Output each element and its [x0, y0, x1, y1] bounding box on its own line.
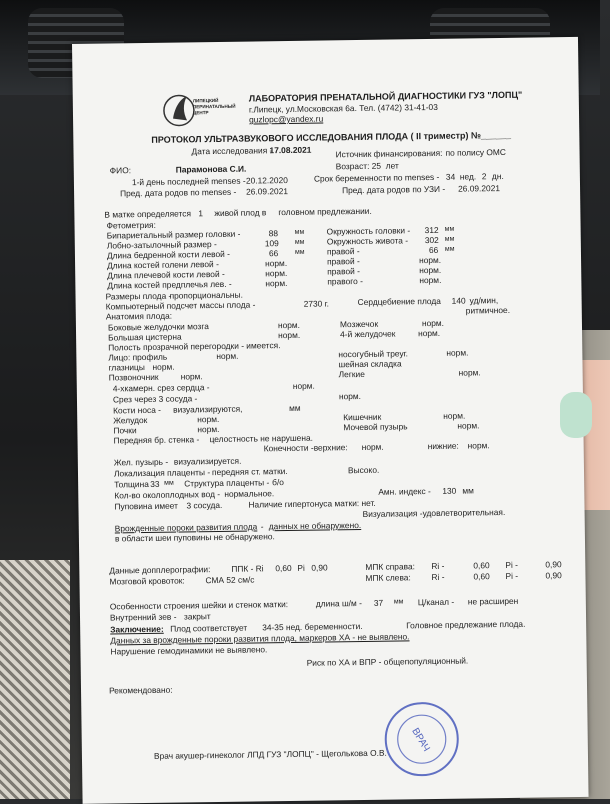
cord-value: 3 сосуда. [186, 499, 223, 511]
uterus-text-1: В матке определяется [104, 208, 192, 220]
exam-date: 17.08.2021 [269, 144, 312, 156]
fetometry-row-left-unit: мм [294, 248, 305, 256]
logo-text-line-3: ЦЕНТР [192, 110, 209, 116]
doctor-stamp-icon [381, 699, 462, 780]
cerebellum-value: норм. [421, 317, 445, 329]
org-email: guzlopc@yandex.ru [249, 113, 324, 125]
placenta-thickness-unit: мм [164, 479, 174, 487]
orbits-value: норм. [152, 361, 175, 372]
visualization-label: Визуализация - [362, 508, 423, 519]
cord-label: Пуповина имеет [114, 500, 178, 512]
fetometry-title: Фетометрия: [106, 219, 156, 231]
fetometry-row-left-value: 66 [268, 248, 279, 259]
bladder-label: Мочевой пузырь [343, 421, 408, 433]
fetometry-row-left-label: Лобно-затылочный размер - [106, 238, 217, 251]
uterus-text-2: живой плод в [214, 207, 267, 219]
fourth-ventricle-label: 4-й желудочек [340, 328, 396, 340]
limbs-label: Конечности - [263, 442, 314, 454]
heart-label: Сердцебиение плода [357, 295, 441, 308]
fetometry-row-right-value: норм. [419, 274, 442, 286]
mpk-left-ri: 0,60 [473, 571, 490, 582]
gallbladder-value: визуализируется. [173, 455, 242, 467]
placenta-structure: б/о [272, 477, 285, 488]
fetometry-row-right-value: норм. [418, 254, 442, 266]
mpk-right-ri-label: Ri - [431, 560, 445, 572]
heart-rate: 140 [451, 295, 466, 306]
conclusion-weeks: 34-35 нед. беременности. [262, 621, 363, 633]
fetometry-row-left-label: Длина бедренной кости левой - [106, 248, 230, 261]
fetometry-row-right-label: правого - [327, 275, 363, 287]
intestine-label: Кишечник [343, 411, 382, 423]
logo-text-line-2: ПЕРИНАТАЛЬНЫЙ [192, 103, 236, 110]
placenta-thickness: 33 [150, 478, 160, 489]
presentation: головном предлежании. [278, 205, 372, 218]
lungs-value: норм. [458, 367, 481, 378]
fio-label: ФИО: [109, 165, 132, 176]
fourth-ventricle-value: норм. [418, 327, 441, 339]
hypertonus: Наличие гипертонуса матки: нет. [248, 497, 376, 510]
face-profile-value: норм. [216, 350, 239, 362]
org-name: ЛАБОРАТОРИЯ ПРЕНАТАЛЬНОЙ ДИАГНОСТИКИ ГУЗ "ЛОПЦ" [248, 89, 523, 104]
upper-limbs-value: норм. [361, 441, 384, 452]
fetometry-row-left-value: 88 [268, 228, 279, 239]
mpk-left-pi: 0,90 [545, 570, 562, 581]
term-days-unit: дн. [491, 170, 504, 182]
conclusion-text: Плод соответствует [170, 622, 248, 634]
fluid-label: Кол-во околоплодных вод - [114, 488, 221, 501]
fetometry-row-right-value: 66 [428, 244, 439, 256]
three-vessel-label: Срез через 3 сосуда - [112, 393, 198, 405]
amniotic-index: 130 [442, 485, 457, 496]
menses-date: 20.12.2020 [245, 175, 288, 186]
lateral-ventricles-value: норм. [277, 319, 301, 331]
fetometry-row-right-label: правой - [327, 266, 360, 277]
mpk-right-pi: 0,90 [545, 559, 562, 570]
edd-us-date: 26.09.2021 [457, 183, 501, 194]
four-chamber-label: 4-хкамерн. срез сердца - [112, 382, 210, 394]
fetometry-row-right-unit: мм [444, 225, 455, 233]
upper-limbs-label: верхние: [313, 442, 348, 453]
placenta-height: Высоко. [347, 464, 380, 476]
four-chamber-value: норм. [292, 380, 315, 391]
fetometry-row-left-value: 109 [264, 238, 279, 249]
nasal-bone-label: Кости носа - [113, 404, 161, 416]
fetometry-row-right-unit: мм [444, 235, 455, 243]
funding-label: Источник финансирования: [335, 147, 443, 160]
lower-limbs-label: нижние: [427, 440, 459, 452]
mpk-right-ri: 0,60 [473, 560, 490, 571]
exam-date-label: Дата исследования - [191, 145, 273, 157]
fetometry-row-left-value: норм. [265, 268, 288, 279]
visualization-value: удовлетворительная. [422, 506, 506, 519]
canal-label: Ц/канал - [417, 596, 455, 608]
risk-assessment: Риск по ХА и ВПР - общепопуляционный. [306, 655, 469, 668]
edd-label: Пред. дата родов по menses - [120, 186, 237, 199]
sizes-label: Размеры плода - [105, 290, 172, 302]
placenta-location: передняя ст. матки. [211, 466, 288, 478]
sizes-value: пропорциональны. [169, 289, 243, 301]
menses-label: 1-й день последней menses - [131, 175, 246, 188]
bladder-value: норм. [457, 420, 480, 431]
face-profile-label: Лицо: профиль [108, 351, 168, 363]
heart-rhythm: ритмичное. [465, 304, 511, 316]
fetometry-row-left-unit: мм [294, 228, 305, 236]
perinatal-center-logo-icon [163, 88, 236, 133]
fetometry-row-right-label: правой - [326, 246, 360, 257]
fetometry-row-right-value: норм. [419, 264, 442, 276]
term-weeks: 34 [445, 171, 456, 182]
brain-flow-label: Мозговой кровоток: [109, 575, 185, 587]
cervix-length: 37 [373, 597, 384, 608]
fetometry-row-left-value: норм. [265, 278, 288, 289]
orbits-label: глазницы [108, 362, 145, 373]
funding-value: по полису ОМС [445, 146, 506, 158]
fetometry-row-right-label: Окружность живота - [326, 235, 409, 247]
nasal-bone-unit: мм [289, 402, 301, 414]
mpk-left-pi-label: Pi - [505, 570, 519, 581]
logo-text-line-1: ЛИПЕЦКИЙ [192, 97, 219, 104]
fetometry-row-left-label: Бипариетальный размер головки - [106, 228, 241, 241]
cerebellum-label: Мозжечок [339, 318, 379, 330]
heart-unit: уд/мин, [469, 295, 499, 306]
ultrasound-protocol-sheet [72, 37, 589, 804]
fetometry-row-right-label: правой - [326, 256, 360, 267]
cervix-length-unit: мм [393, 598, 404, 606]
stomach-label: Желудок [113, 414, 148, 426]
fetometry-row-left-label: Длина плечевой кости левой - [107, 268, 225, 281]
doppler-label: Данные допплерографии: [109, 564, 211, 576]
org-address: г.Липецк, ул.Московская 6а. Тел. (4742) 31-41-03 [248, 101, 438, 115]
abdominal-wall-label: Передняя бр. стенка - [113, 434, 200, 446]
gallbladder-label: Жел. пузырь - [113, 456, 169, 468]
conclusion-label: Заключение: [110, 623, 164, 635]
term-weeks-unit: нед. [459, 171, 477, 182]
term-days: 2 [481, 171, 487, 182]
stamp-text: ВРАЧ [409, 726, 432, 754]
ppk-pi-label: Pi [297, 562, 305, 573]
septum-value: имеется. [246, 340, 281, 351]
lower-limbs-value: норм. [467, 440, 490, 451]
spine-label: Позвоночник [108, 371, 159, 383]
kidneys-label: Почки [113, 425, 137, 436]
amniotic-index-label: Амн. индекс - [378, 486, 431, 497]
fetometry-row-right-value: 302 [424, 234, 439, 246]
ppk-ri: 0,60 [275, 562, 292, 574]
weight-label: Компьютерный подсчет массы плода - [105, 299, 256, 312]
lateral-ventricles-label: Боковые желудочки мозга [107, 321, 209, 333]
mpk-right-pi-label: Pi - [505, 559, 518, 571]
cervix-length-label: длина ш/м - [315, 598, 362, 609]
weight-value: 2730 г. [303, 298, 330, 309]
age-value: 25 [371, 160, 382, 171]
spine-value: норм. [180, 371, 203, 382]
nasolabial-value: норм. [446, 347, 469, 358]
fetus-count: 1 [198, 208, 204, 219]
neck-cord: в области шеи пуповины не обнаружено. [114, 531, 275, 544]
edd-us-label: Пред. дата родов по УЗИ - [341, 183, 446, 196]
recommend-label: Рекомендовано: [108, 684, 173, 696]
defects-dash: - [260, 521, 264, 532]
nasolabial-label: носогубный треуг. [338, 348, 409, 360]
septum-label: Полость прозрачной перегородки - [108, 340, 245, 353]
doctor-signature-line: Врач акушер-гинеколог ЛПД ГУЗ "ЛОПЦ" - Щеголькова О.В. [153, 747, 387, 761]
mpk-right-label: МПК справа: [365, 561, 415, 572]
edd-date: 26.09.2021 [246, 185, 289, 197]
canal-value: не расширен [467, 595, 519, 607]
conclusion-hemodynamics: Нарушение гемодинамики не выявлено. [110, 644, 268, 657]
fetometry-row-right-unit: мм [444, 245, 455, 253]
stomach-value: норм. [197, 413, 220, 425]
fluid-value: нормальное. [224, 488, 275, 499]
mpk-left-label: МПК слева: [365, 572, 411, 583]
three-vessel-value: норм. [338, 391, 362, 402]
anatomy-title: Анатомия плода: [105, 310, 173, 322]
fetometry-row-left-label: Длина костей предплечья лев. - [107, 278, 232, 291]
placenta-structure-label: Структура плаценты - [184, 477, 270, 489]
brain-flow: СМА 52 см/с [205, 574, 255, 586]
intestine-value: норм. [443, 410, 466, 421]
protocol-title: ПРОТОКОЛ УЛЬТРАЗВУКОВОГО ИССЛЕДОВАНИЯ ПЛОДА ( II триместр) №______ [151, 129, 512, 145]
patient-name: Парамонова С.И. [175, 163, 247, 175]
conclusion-presentation: Головное предлежание плода. [406, 618, 526, 631]
abdominal-wall-value: целостность не нарушена. [209, 432, 313, 445]
conclusion-defects: Данных за врожденные пороки развития плода, маркеров ХА - не выявлено. [110, 631, 410, 646]
kidneys-value: норм. [197, 423, 220, 435]
nuchal-fold-label: шейная складка [338, 358, 402, 370]
defects-label: Врожденные пороки развития плода [114, 521, 258, 534]
fingernail [560, 392, 592, 438]
lungs-label: Легкие [338, 368, 365, 380]
mpk-left-ri-label: Ri - [431, 571, 445, 583]
cervix-label: Особенности строения шейки и стенок матки: [109, 599, 289, 612]
amniotic-index-unit: мм [462, 485, 474, 496]
fetometry-row-left-label: Длина костей голени левой - [107, 258, 219, 271]
age-label: Возраст: [335, 160, 370, 172]
fetometry-row-right-value: 312 [424, 224, 439, 236]
fetometry-row-right-label: Окружность головки - [326, 225, 411, 237]
cisterna-value: норм. [278, 329, 301, 341]
defects-value: данных не обнаружено. [268, 520, 362, 532]
age-unit: лет [385, 160, 399, 171]
ppk-pi: 0,90 [311, 562, 328, 573]
fetometry-row-left-unit: мм [294, 238, 305, 246]
cisterna-label: Большая цистерна [108, 331, 182, 343]
term-label: Срок беременности по menses - [313, 171, 440, 184]
nasal-bone-value: визуализируются, [173, 403, 243, 415]
ppk-label: ППК - Ri [231, 563, 264, 574]
internal-os-label: Внутренний зев - [109, 611, 177, 623]
knitted-fabric [0, 560, 70, 799]
fetometry-row-left-value: норм. [265, 258, 288, 269]
placenta-location-label: Локализация плаценты - [113, 467, 211, 479]
placenta-thickness-label: Толщина [114, 478, 149, 490]
internal-os-value: закрыт [183, 611, 211, 622]
